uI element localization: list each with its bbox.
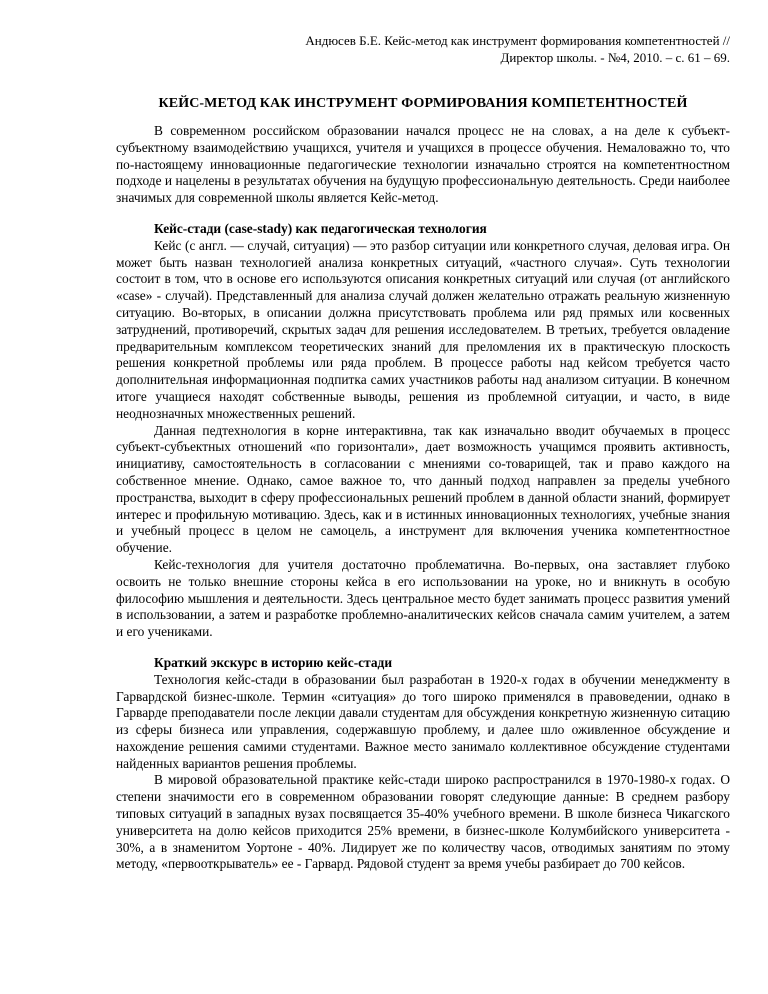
paragraph: Данная педтехнология в корне интерактивна, так как изначально вводит обучаемых в процесс субъект-субъектных отношений «по горизонтали», дает возможность учащимся проявить активность, инициативу, самостоятельность в согласовании с мнениями со-товарищей, так и право каждого на собственное мнение. Однако, самое важное то, что данный подход направлен за пределы учебного пространства, выходит в сферу профессиональных решений проблем в данной области знаний, формирует интерес и профильную мотивацию. Здесь, как и в истинных инновационных технологиях, учебные знания и учебный процесс в целом не самоцель, а инструмент для включения ученика компетентностное обучение. <box>116 422 730 556</box>
paragraph: Кейс (с англ. — случай, ситуация) — это разбор ситуации или конкретного случая, деловая игра. Он может быть назван технологией анализа конкретных ситуаций, «частного случая». Суть технологии состоит в том, что в основе его используются описания конкретных ситуаций или случая (от английского «case» - случай). Представленный для анализа случай должен желательно отражать реальную жизненную ситуацию. Во-вторых, в описании должна присутствовать проблема или ряд прямых или косвенных затруднений, противоречий, скрытых задач для решения исследователем. В третьих, требуется овладение предварительным комплексом теоретических знаний для преломления их в практическую плоскость решения конкретной проблемы или ряда проблем. В процессе работы над кейсом требуется часто дополнительная информационная подпитка самих участников работы над анализом ситуации. В конечном итоге учащиеся находят собственные выводы, решения из проблемной ситуации, и часто, в виде неоднозначных множественных решений. <box>116 237 730 421</box>
citation-line-1: Андюсев Б.Е. Кейс-метод как инструмент формирования компетентностей // <box>305 33 730 48</box>
section-heading-history: Краткий экскурс в историю кейс-стади <box>154 654 393 670</box>
citation-header <box>116 32 730 66</box>
paragraph: В мировой образовательной практике кейс-стади широко распространился в 1970-1980-х годах. О степени значимости его в современном образовании говорят следующие данные: В среднем разбору типовых ситуаций в западных вузах посвящается 35-40% учебного времени. В школе бизнеса Чикагского университета на долю кейсов приходится 25% времени, в бизнес-школе Колумбийского университета - 30%, а в знаменитом Уортоне - 40%. Лидирует же по количеству часов, отводимых занятиям по этому методу, «первооткрыватель» ее - Гарвард. Рядовой студент за время учебы разбирает до 700 кейсов. <box>116 772 730 872</box>
section-heading-case-study: Кейс-стади (case-stady) как педагогическая технология <box>154 220 487 236</box>
document-title: КЕЙС-МЕТОД КАК ИНСТРУМЕНТ ФОРМИРОВАНИЯ КОМПЕТЕНТНОСТЕЙ <box>158 96 688 111</box>
citation-line-2: Директор школы. - №4, 2010. – с. 61 – 69. <box>500 50 730 65</box>
intro-paragraph: В современном российском образовании начался процесс не на словах, а на деле к субъект-субъектному взаимодействию учащихся, учителя и учащихся в процессе обучения. Немаловажно то, что по-настоящему инновационные педагогические технологии изначально строятся на компетентностном подходе и нацелены в результатах обучения на будущую профессиональную деятельность. Среди наиболее значимых для современной школы является Кейс-метод. <box>116 123 730 206</box>
paragraph: Кейс-технология для учителя достаточно проблематична. Во-первых, она заставляет глубоко освоить не только внешние стороны кейса в его использовании на уроке, но и вникнуть в особую философию мышления и деятельности. Здесь центральное место будет занимать процесс развития умений в использовании, а затем и разработке проблемно-аналитических кейсов сначала самим учителем, а затем и его учениками. <box>116 556 730 640</box>
document-page <box>116 32 730 873</box>
paragraph: Технология кейс-стади в образовании был разработан в 1920-х годах в обучении менеджменту в Гарвардской бизнес-школе. Термин «ситуация» до того широко применялся в правоведении, однако в Гарварде преподаватели после лекции давали студентам для обсуждения конкретную жизненную ситацию из сферы бизнеса или управления, содержавшую проблему, и далее шло оживленное обсуждение и нахождение решения самими студентами. Важное место занимало коллективное обсуждение студентами найденных вариантов решения проблемы. <box>116 671 730 771</box>
